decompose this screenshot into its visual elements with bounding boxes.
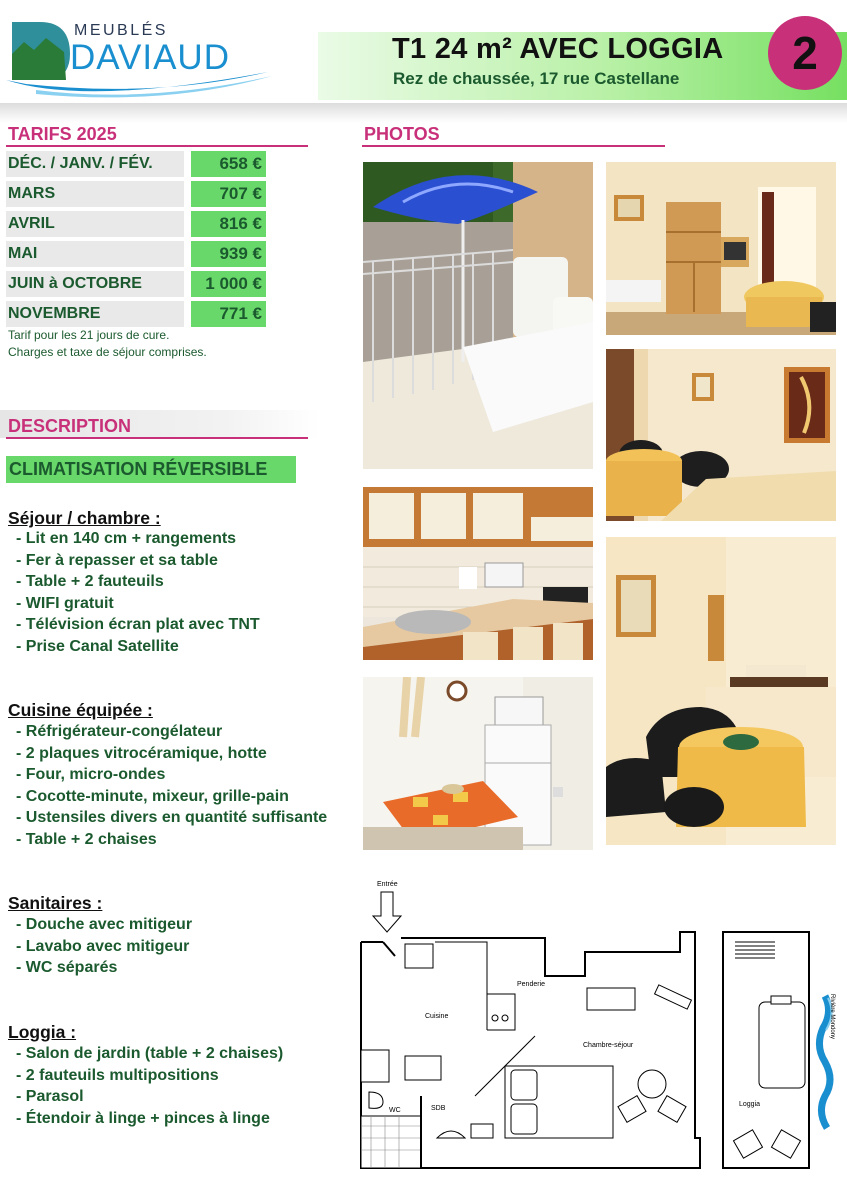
- photo-bedroom-corner: [606, 349, 836, 521]
- plan-label-entree: Entrée: [377, 881, 398, 888]
- loggia-list: [16, 1043, 283, 1129]
- list-item: - Cocotte-minute, mixeur, grille-pain: [16, 787, 289, 805]
- tarifs-title: TARIFS 2025: [8, 124, 117, 144]
- brand-line1: MEUBLÉS: [74, 22, 168, 39]
- photo-kitchen: [363, 677, 593, 850]
- list-item: - Réfrigérateur-congélateur: [16, 723, 223, 740]
- photo-loggia: [363, 162, 593, 469]
- list-item: - Ustensiles divers en quantité suffisante: [16, 809, 328, 826]
- photos-title: PHOTOS: [364, 124, 440, 144]
- rate-label: NOVEMBRE: [6, 301, 184, 327]
- list-item: - Lavabo avec mitigeur: [16, 937, 190, 955]
- cuisine-list: [16, 721, 327, 850]
- rate-price: 771 €: [191, 301, 266, 327]
- plan-label-sejour: Chambre-séjour: [583, 1042, 634, 1049]
- list-item: - Prise Canal Satellite: [16, 637, 179, 655]
- photo-bedroom: [606, 537, 836, 845]
- description-underline: [6, 437, 308, 439]
- plan-label-wc: WC: [389, 1107, 401, 1114]
- list-item: - Télévision écran plat avec TNT: [16, 616, 260, 633]
- page-subtitle: Rez de chaussée, 17 rue Castellane: [393, 69, 680, 88]
- brand-logo: [6, 14, 276, 100]
- list-item: - Table + 2 chaises: [16, 830, 157, 848]
- list-item: - Douche avec mitigeur: [16, 916, 193, 933]
- rate-row: [6, 301, 266, 327]
- section-title-sanitaires: Sanitaires :: [8, 893, 103, 913]
- section-title-loggia: Loggia :: [8, 1022, 77, 1042]
- rate-label: AVRIL: [6, 211, 184, 237]
- rate-label: DÉC. / JANV. / FÉV.: [6, 151, 184, 177]
- rate-row: [6, 241, 266, 267]
- section-title-sejour: Séjour / chambre :: [8, 508, 161, 528]
- rate-price: 939 €: [191, 241, 266, 267]
- rate-price: 707 €: [191, 181, 266, 207]
- page-title: T1 24 m² AVEC LOGGIA: [392, 33, 724, 65]
- apartment-number-badge: 2: [768, 16, 842, 90]
- photos-underline: [362, 145, 665, 147]
- photo-kitchenette: [363, 487, 593, 660]
- list-item: - Lit en 140 cm + rangements: [16, 530, 237, 547]
- plan-label-sdb: SDB: [431, 1105, 446, 1112]
- charges-note: Charges et taxe de séjour comprises.: [8, 345, 207, 359]
- rate-price: 1 000 €: [191, 271, 266, 297]
- list-item: - Étendoir à linge + pinces à linge: [16, 1109, 270, 1127]
- list-item: - 2 plaques vitrocéramique, hotte: [16, 744, 267, 762]
- rate-row: [6, 151, 266, 177]
- list-item: - 2 fauteuils multipositions: [16, 1066, 219, 1084]
- tarifs-underline: [6, 145, 308, 147]
- list-item: - Salon de jardin (table + 2 chaises): [16, 1045, 284, 1062]
- description-title: DESCRIPTION: [8, 416, 132, 436]
- rate-price: 816 €: [191, 211, 266, 237]
- header-shade: [0, 103, 847, 123]
- rate-row: [6, 271, 266, 297]
- list-item: - Fer à repasser et sa table: [16, 551, 218, 569]
- plan-label-loggia: Loggia: [739, 1101, 761, 1108]
- plan-label-riviere: Rivière Mondony: [829, 994, 835, 1040]
- floor-plan: [355, 876, 847, 1176]
- list-item: - WC séparés: [16, 959, 118, 976]
- section-title-cuisine: Cuisine équipée :: [8, 700, 153, 720]
- list-item: - Table + 2 fauteuils: [16, 573, 164, 590]
- photo-living-room: [606, 162, 836, 335]
- rate-price: 658 €: [191, 151, 266, 177]
- rate-label: MAI: [6, 241, 184, 267]
- plan-label-penderie: Penderie: [517, 981, 546, 988]
- sanitaires-list: [16, 914, 192, 979]
- climatisation-badge: CLIMATISATION RÉVERSIBLE: [6, 456, 296, 483]
- list-item: - Four, micro-ondes: [16, 766, 166, 783]
- rate-label: JUIN à OCTOBRE: [6, 271, 184, 297]
- rate-row: [6, 181, 266, 207]
- brand-line2: DAVIAUD: [70, 38, 230, 77]
- list-item: - WIFI gratuit: [16, 594, 114, 612]
- rate-row: [6, 211, 266, 237]
- rate-label: MARS: [6, 181, 184, 207]
- tarif-note: Tarif pour les 21 jours de cure.: [8, 328, 170, 342]
- plan-label-cuisine: Cuisine: [425, 1013, 449, 1020]
- sejour-list: [16, 528, 260, 657]
- list-item: - Parasol: [16, 1088, 84, 1105]
